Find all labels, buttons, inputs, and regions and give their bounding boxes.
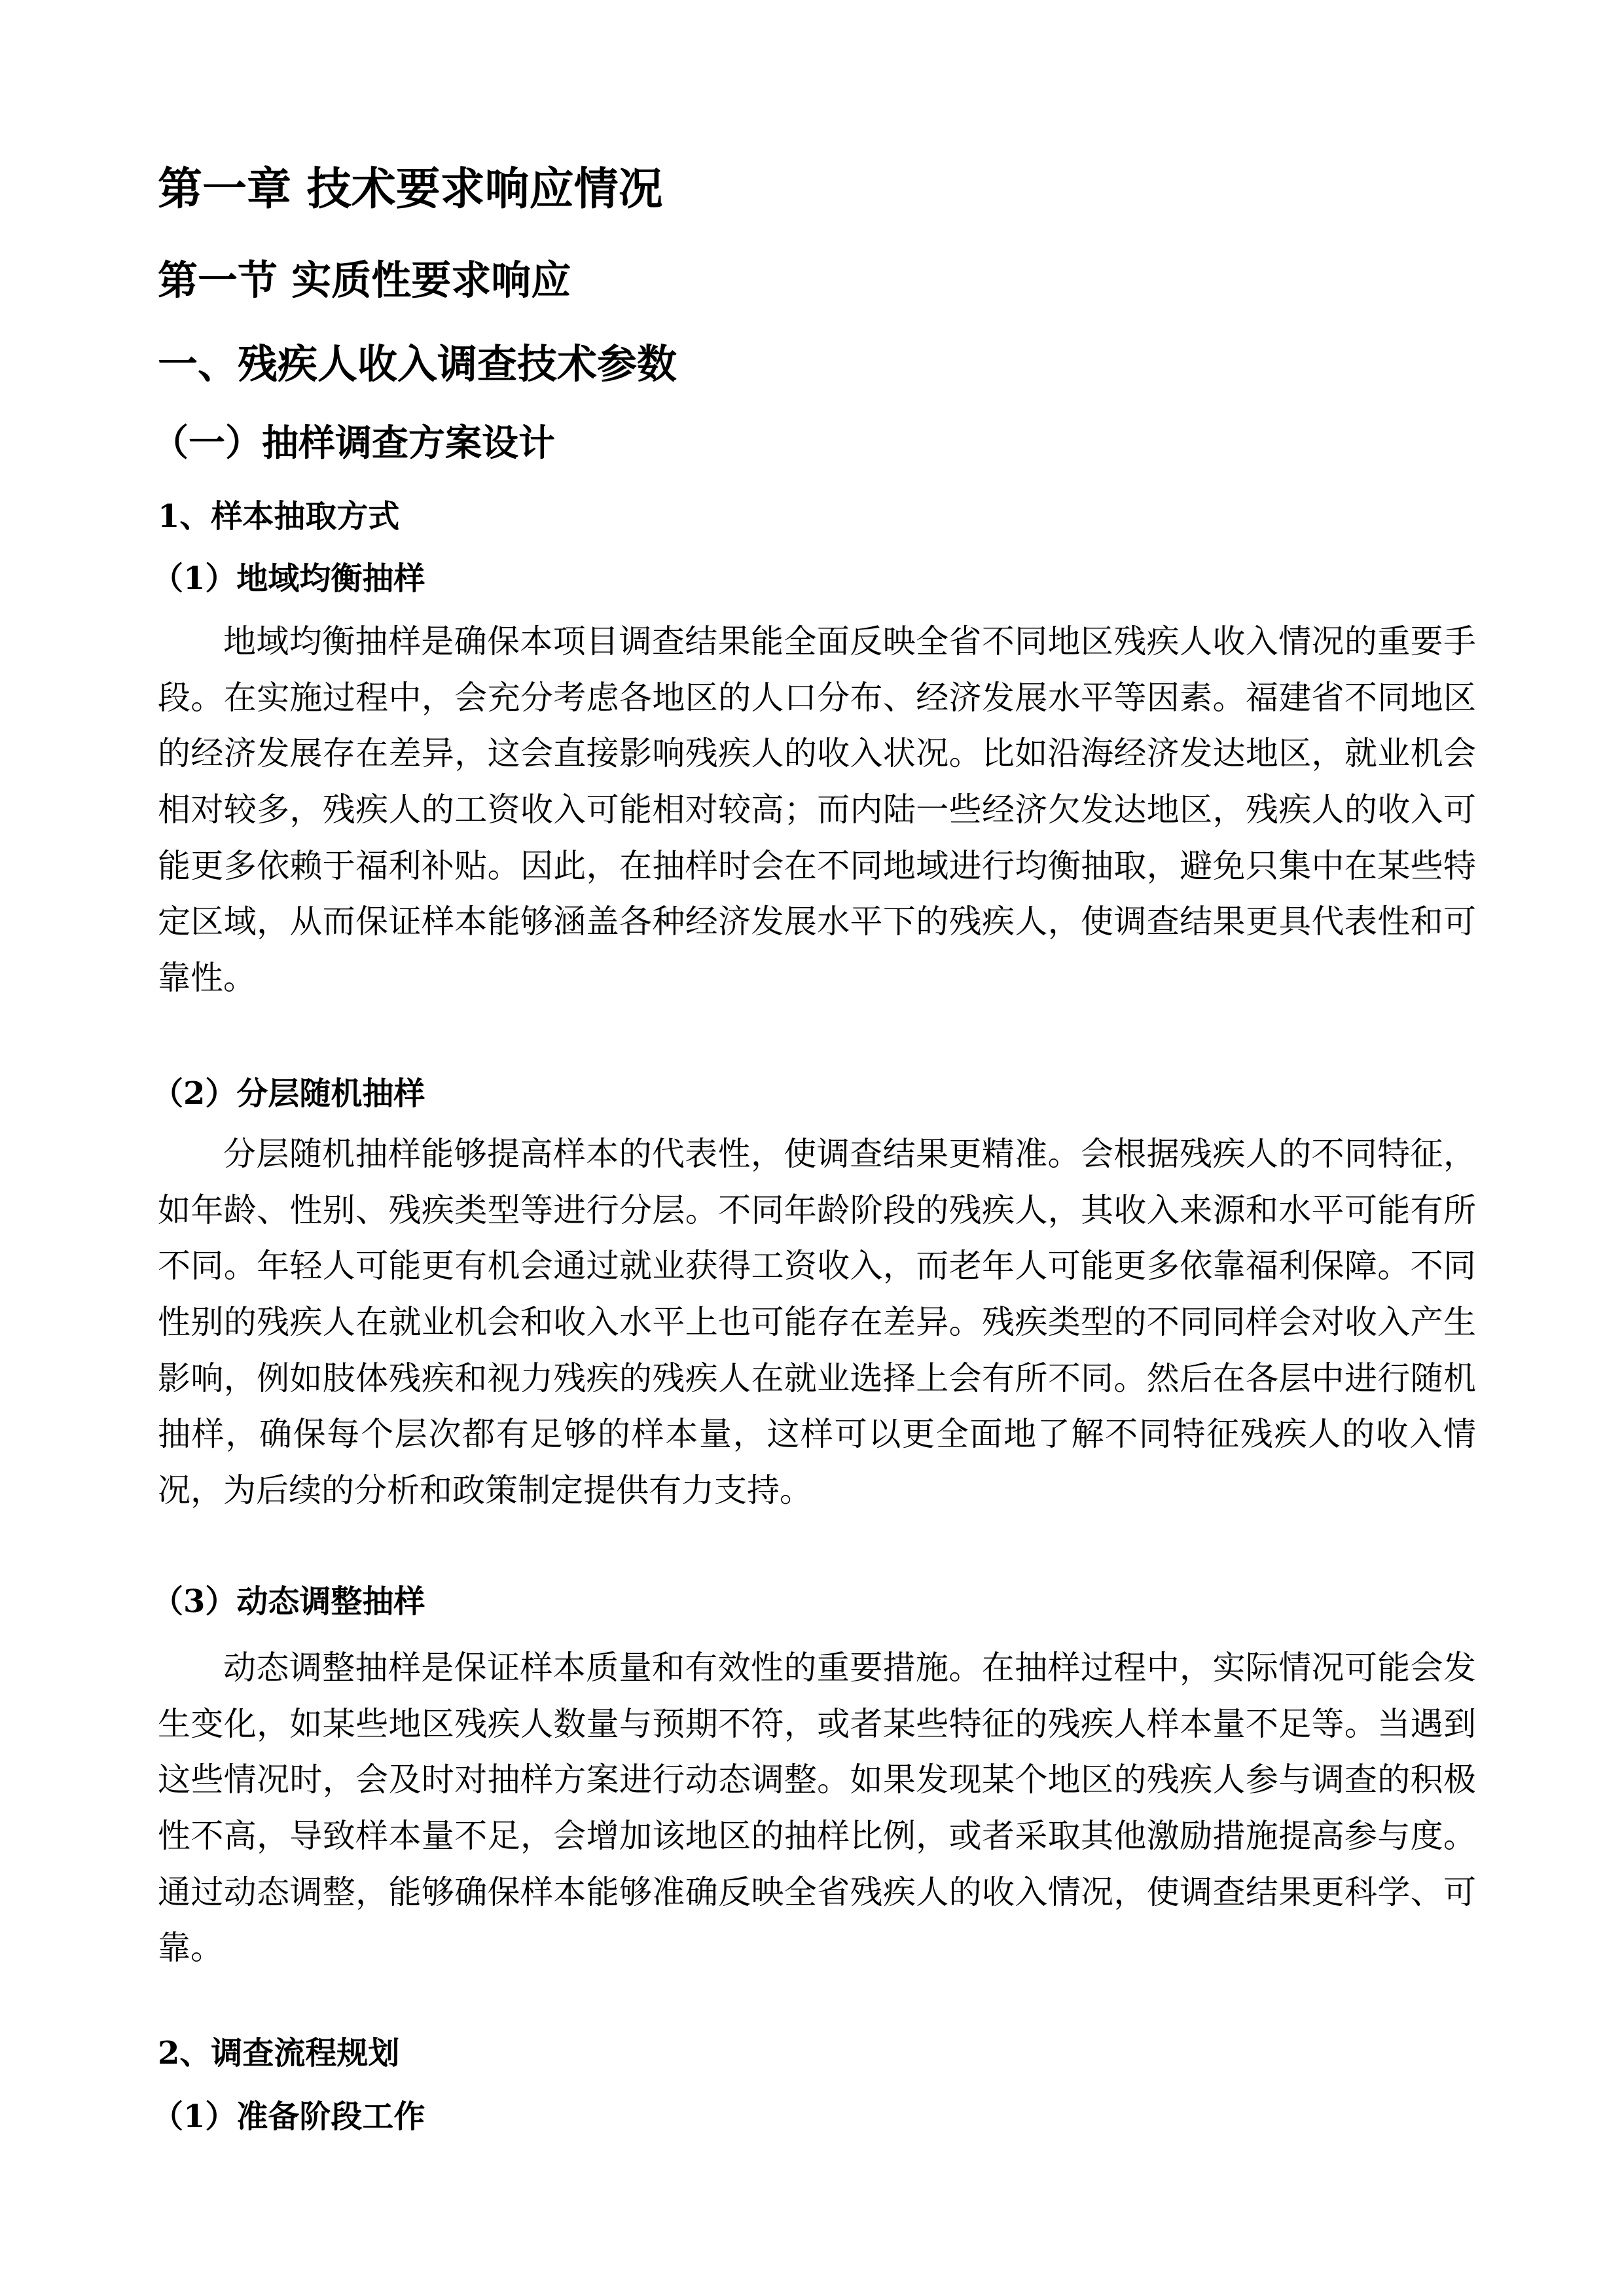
subpart-title: （一）抽样调查方案设计: [152, 422, 555, 465]
chapter-title: 第一章 技术要求响应情况: [158, 163, 663, 215]
paragraph-line: 生变化，如某些地区残疾人数量与预期不符，或者某些特征的残疾人样本量不足等。当遇到: [158, 1704, 1476, 1743]
paragraph-line: 性不高，导致样本量不足，会增加该地区的抽样比例，或者采取其他激励措施提高参与度。: [158, 1817, 1476, 1856]
part-title: 一、残疾人收入调查技术参数: [158, 341, 677, 387]
sub-title-dynamic-sampling: （3）动态调整抽样: [152, 1583, 425, 1620]
sub-title-stratified-sampling: （2）分层随机抽样: [152, 1075, 425, 1112]
paragraph-line: 抽样，确保每个层次都有足够的样本量，这样可以更全面地了解不同特征残疾人的收入情: [158, 1415, 1476, 1454]
paragraph-line: 相对较多，残疾人的工资收入可能相对较高；而内陆一些经济欠发达地区，残疾人的收入可: [158, 791, 1476, 829]
paragraph-line: 地域均衡抽样是确保本项目调查结果能全面反映全省不同地区残疾人收入情况的重要手: [223, 622, 1476, 660]
paragraph-line: 能更多依赖于福利补贴。因此，在抽样时会在不同地域进行均衡抽取，避免只集中在某些特: [158, 846, 1476, 885]
paragraph-line: 靠性。: [158, 959, 256, 997]
paragraph-line: 影响，例如肢体残疾和视力残疾的残疾人在就业选择上会有所不同。然后在各层中进行随机: [158, 1359, 1476, 1397]
section-title: 第一节 实质性要求响应: [158, 257, 571, 304]
paragraph-line: 靠。: [158, 1929, 223, 1967]
item2-title: 2、调查流程规划: [158, 2035, 400, 2072]
paragraph-dynamic-sampling: [158, 1640, 1476, 1977]
paragraph-line: 的经济发展存在差异，这会直接影响残疾人的收入状况。比如沿海经济发达地区，就业机会: [158, 734, 1476, 773]
paragraph-regional-sampling: [158, 614, 1476, 1007]
paragraph-line: 况，为后续的分析和政策制定提供有力支持。: [158, 1471, 812, 1510]
paragraph-line: 段。在实施过程中，会充分考虑各地区的人口分布、经济发展水平等因素。福建省不同地区: [158, 678, 1476, 717]
sub-title-preparation: （1）准备阶段工作: [152, 2098, 425, 2135]
paragraph-line: 动态调整抽样是保证样本质量和有效性的重要措施。在抽样过程中，实际情况可能会发: [223, 1649, 1476, 1687]
paragraph-line: 分层随机抽样能够提高样本的代表性，使调查结果更精准。会根据残疾人的不同特征，: [223, 1135, 1476, 1173]
paragraph-line: 通过动态调整，能够确保样本能够准确反映全省残疾人的收入情况，使调查结果更科学、可: [158, 1873, 1476, 1911]
paragraph-line: 性别的残疾人在就业机会和收入水平上也可能存在差异。残疾类型的不同同样会对收入产生: [158, 1303, 1476, 1342]
item1-title: 1、样本抽取方式: [158, 498, 400, 535]
paragraph-line: 定区域，从而保证样本能够涵盖各种经济发展水平下的残疾人，使调查结果更具代表性和可: [158, 903, 1476, 941]
paragraph-line: 这些情况时，会及时对抽样方案进行动态调整。如果发现某个地区的残疾人参与调查的积极: [158, 1761, 1476, 1799]
paragraph-line: 如年龄、性别、残疾类型等进行分层。不同年龄阶段的残疾人，其收入来源和水平可能有所: [158, 1191, 1476, 1229]
paragraph-stratified-sampling: [158, 1126, 1476, 1519]
sub-title-regional-sampling: （1）地域均衡抽样: [152, 560, 425, 597]
paragraph-line: 不同。年轻人可能更有机会通过就业获得工资收入，而老年人可能更多依靠福利保障。不同: [158, 1247, 1476, 1285]
